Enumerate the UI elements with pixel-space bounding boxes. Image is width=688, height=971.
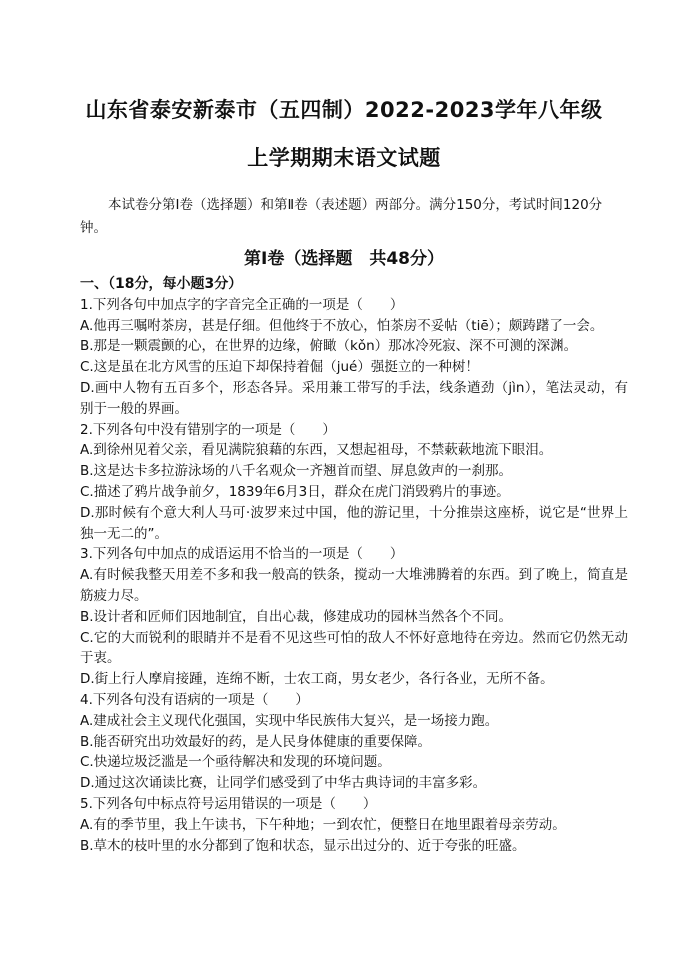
question-line: 4.下列各句没有语病的一项是（ ） — [80, 691, 309, 708]
question-line: B.设计者和匠师们因地制宜，自出心裁，修建成功的园林当然各个不同。 — [80, 608, 513, 625]
question-line: D.通过这次诵读比赛，让同学们感受到了中华古典诗词的丰富多彩。 — [80, 775, 487, 792]
question-line: D.那时候有个意大利人马可·波罗来过中国，他的游记里，十分推崇这座桥，说它是“世界上独一无二的”。 — [80, 504, 628, 542]
question-line: B.这是达卡多拉游泳场的八千名观众一齐翘首而望、屏息敛声的一刹那。 — [80, 463, 513, 480]
question-line: A.有的季节里，我上午读书，下午种地；一到农忙，便整日在地里跟着母亲劳动。 — [80, 816, 566, 833]
question-line: A.有时候我整天用差不多和我一般高的铁条，搅动一大堆沸腾着的东西。到了晚上，简直是筋疲力尽。 — [80, 567, 628, 604]
question-line: 2.下列各句中没有错别字的一项是（ ） — [80, 421, 336, 438]
question-line: 1.下列各句中加点字的字音完全正确的一项是（ ） — [80, 296, 404, 313]
question-line: C.这是虽在北方风雪的压迫下却保持着倔（jué）强挺立的一种树！ — [80, 359, 479, 376]
exam-intro-paragraph: 本试卷分第Ⅰ卷（选择题）和第Ⅱ卷（表述题）两部分。满分150分，考试时间120分钟。 — [80, 197, 603, 236]
question-line: A.到徐州见着父亲，看见满院狼藉的东西，又想起祖母，不禁蔌蔌地流下眼泪。 — [80, 442, 553, 459]
document-title-line-2: 上学期期末语文试题 — [247, 146, 441, 170]
question-line: C.描述了鸦片战争前夕，1839年6月3日，群众在虎门消毁鸦片的事迹。 — [80, 483, 510, 500]
question-line: C.快递垃圾泛滥是一个亟待解决和发现的环境问题。 — [80, 754, 391, 771]
question-line: 5.下列各句中标点符号运用错误的一项是（ ） — [80, 795, 377, 812]
question-line: 3.下列各句中加点的成语运用不恰当的一项是（ ） — [80, 546, 404, 563]
section-heading: 一、（18分，每小题3分） — [80, 276, 243, 292]
question-line: B.那是一颗震颤的心，在世界的边缘，俯瞰（kǒn）那冰冷死寂、深不可测的深渊。 — [80, 338, 578, 355]
question-line: C.它的大而锐利的眼睛并不是看不见这些可怕的敌人不怀好意地待在旁边。然而它仍然无动于衷。 — [80, 629, 628, 667]
document-title-line-1: 山东省泰安新泰市（五四制）2022-2023学年八年级 — [85, 98, 603, 122]
question-line: A.他再三嘱咐茶房，甚是仔细。但他终于不放心，怕茶房不妥帖（tiē）；颇踌躇了一会。 — [80, 317, 604, 334]
question-line: B.能否研究出功效最好的药，是人民身体健康的重要保障。 — [80, 733, 432, 750]
question-line: A.建成社会主义现代化强国，实现中华民族伟大复兴，是一场接力跑。 — [80, 712, 499, 729]
question-line: D.街上行人摩肩接踵，连绵不断，士农工商，男女老少，各行各业，无所不备。 — [80, 671, 554, 688]
part-one-title: 第Ⅰ卷（选择题 共48分） — [244, 249, 444, 269]
question-list — [80, 274, 628, 856]
question-line: B.草木的枝叶里的水分都到了饱和状态，显示出过分的、近于夸张的旺盛。 — [80, 837, 526, 854]
question-line: D.画中人物有五百多个，形态各异。采用兼工带写的手法，线条遒劲（jìn），笔法灵动，有别于一般的界画。 — [80, 379, 628, 417]
